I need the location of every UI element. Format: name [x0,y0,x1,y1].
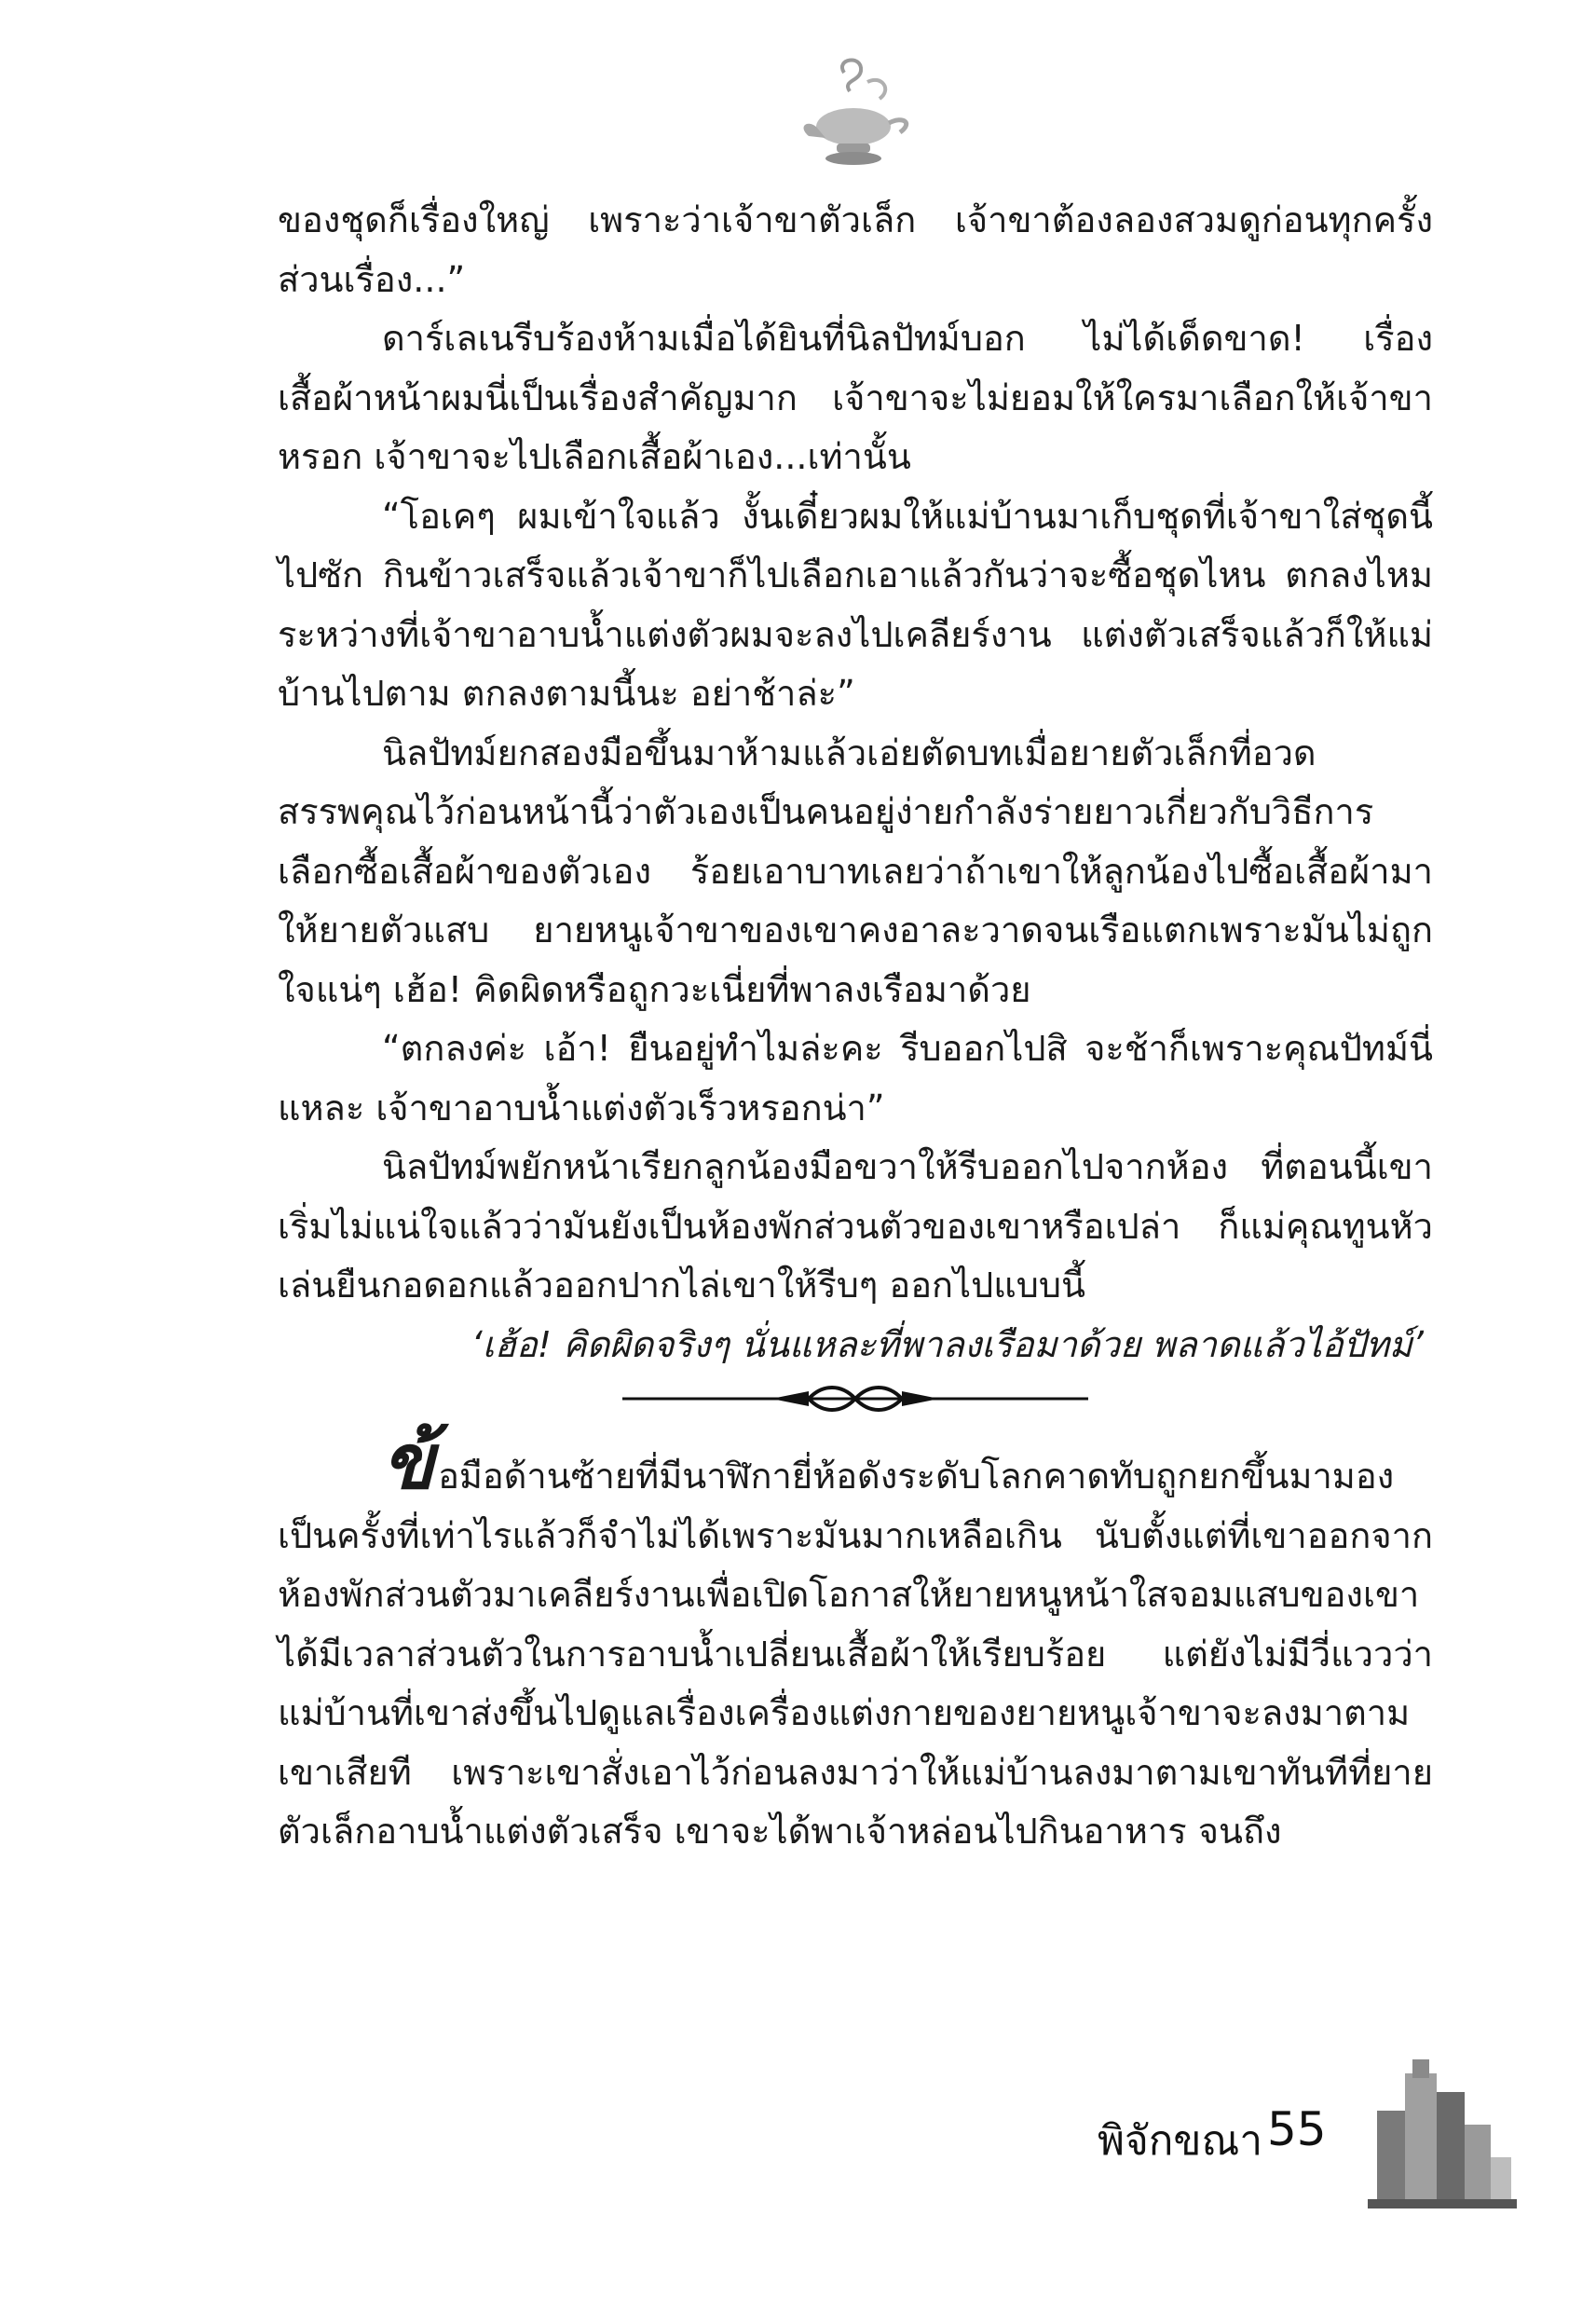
paragraph-1: ของชุดก็เรื่องใหญ่ เพราะว่าเจ้าขาตัวเล็ก เจ้าขาต้องลองสวมดูก่อนทุกครั้ง ส่วนเรื่อง...” [278,199,1433,300]
paragraph-6: นิลปัทม์พยักหน้าเรียกลูกน้องมือขวาให้รีบออกไปจากห้อง ที่ตอนนี้เขาเริ่มไม่แน่ใจแล้วว่ามันยังเป็นห้องพักส่วนตัวของเขาหรือเปล่า ก็แม่คุณทูนหัวเล่นยืนกอดอกแล้วออกปากไล่เขาให้รีบๆ ออกไปแบบนี้ [278,1146,1433,1306]
footer-author-label: พิจักขณา [1098,2117,1263,2165]
body-text [278,191,1433,1862]
scroll-divider-icon [622,1380,1088,1417]
paragraph-3: “โอเคๆ ผมเข้าใจแล้ว งั้นเดี๋ยวผมให้แม่บ้านมาเก็บชุดที่เจ้าขาใส่ชุดนี้ไปซัก กินข้าวเสร็จแล้วเจ้าขาก็ไปเลือกเอาแล้วกันว่าจะซื้อชุดไหน ตกลงไหม ระหว่างที่เจ้าขาอาบน้ำแต่งตัวผมจะลงไปเคลียร์งาน แต่งตัวเสร็จแล้วก็ให้แม่บ้านไปตาม ตกลงตามนี้นะ อย่าช้าล่ะ” [278,495,1433,714]
drop-cap: ข้ [382,1417,435,1507]
genie-lamp-icon [788,54,919,175]
paragraph-section-2 [278,1417,1433,1862]
paragraph-4: นิลปัทม์ยกสองมือขึ้นมาห้ามแล้วเอ่ยตัดบทเมื่อยายตัวเล็กที่อวดสรรพคุณไว้ก่อนหน้านี้ว่าตัวเองเป็นคนอยู่ง่ายกำลังร่ายยาวเกี่ยวกับวิธีการเลือกซื้อเสื้อผ้าของตัวเอง ร้อยเอาบาทเลยว่าถ้าเขาให้ลูกน้องไปซื้อเสื้อผ้ามาให้ยายตัวแสบ ยายหนูเจ้าขาของเขาคงอาละวาดจนเรือแตกเพราะมันไม่ถูกใจแน่ๆ เฮ้อ! คิดผิดหรือถูกวะเนี่ยที่พาลงเรือมาด้วย [278,732,1433,1010]
section-2-text: อมือด้านซ้ายที่มีนาฬิกายี่ห้อดังระดับโลกคาดทับถูกยกขึ้นมามองเป็นครั้งที่เท่าไรแล้วก็จำไม่ได้เพราะมันมากเหลือเกิน นับตั้งแต่ที่เขาออกจากห้องพักส่วนตัวมาเคลียร์งานเพื่อเปิดโอกาสให้ยายหนูหน้าใสจอมแสบของเขาได้มีเวลาส่วนตัวในการอาบน้ำเปลี่ยนเสื้อผ้าให้เรียบร้อย แต่ยังไม่มีวี่แววว่าแม่บ้านที่เขาส่งขึ้นไปดูแลเรื่องเครื่องแต่งกายของยายหนูเจ้าขาจะลงมาตามเขาเสียที เพราะเขาสั่งเอาไว้ก่อนลงมาว่าให้แม่บ้านลงมาตามเขาทันทีที่ยายตัวเล็กอาบน้ำแต่งตัวเสร็จ เขาจะได้พาเจ้าหล่อนไปกินอาหาร จนถึง [278,1456,1433,1852]
paragraph-7-italic: ‘เฮ้อ! คิดผิดจริงๆ นั่นแหละที่พาลงเรือมาด้วย พลาดแล้วไอ้ปัทม์’ [471,1323,1424,1365]
paragraph-5: “ตกลงค่ะ เอ้า! ยืนอยู่ทำไมล่ะคะ รีบออกไปสิ จะช้าก็เพราะคุณปัทม์นี่แหละ เจ้าขาอาบน้ำแต่งตัวเร็วหรอกน่า” [278,1028,1433,1128]
city-buildings-icon [1368,2055,1517,2208]
paragraph-2: ดาร์เลเนรีบร้องห้ามเมื่อได้ยินที่นิลปัทม์บอก ไม่ได้เด็ดขาด! เรื่องเสื้อผ้าหน้าผมนี่เป็นเรื่องสำคัญมาก เจ้าขาจะไม่ยอมให้ใครมาเลือกให้เจ้าขาหรอก เจ้าขาจะไปเลือกเสื้อผ้าเอง...เท่านั้น [278,318,1433,477]
page-number: 55 [1267,2102,1327,2156]
